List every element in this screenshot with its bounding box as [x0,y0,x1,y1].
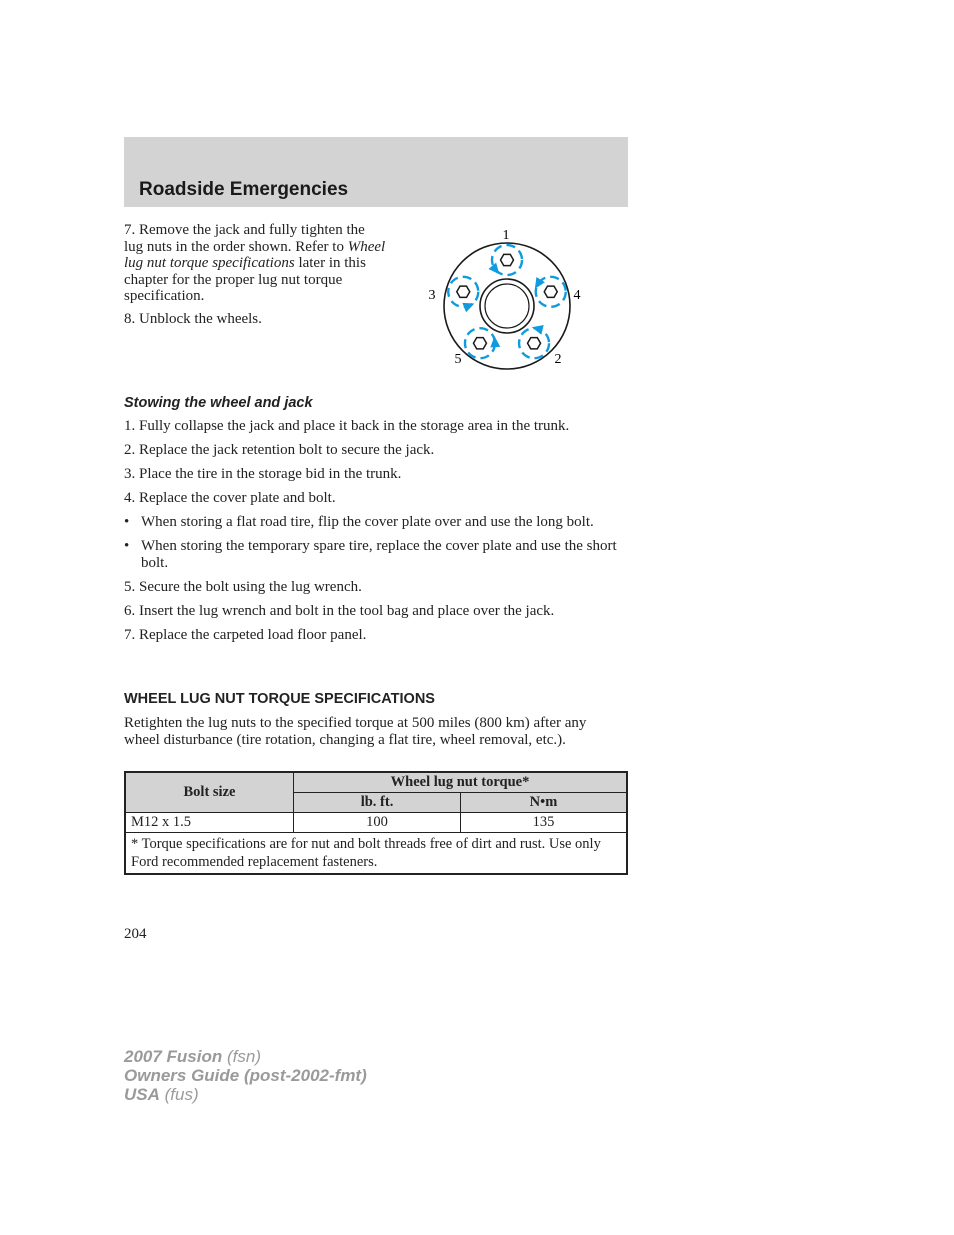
bullet-icon: • [124,514,130,530]
stow-step-6: 6. Insert the lug wrench and bolt in the tool bag and place over the jack. [124,602,555,619]
label-1: 1 [502,228,510,243]
table-note: * Torque specifications are for nut and bolt threads free of dirt and rust. Use only Ford recommended replacement fasteners. [125,833,627,875]
footer-line-2: Owners Guide (post-2002-fmt) [124,1066,367,1085]
intro-steps [124,222,386,333]
stowing-title: Stowing the wheel and jack [124,395,313,411]
col-nm: N•m [461,793,628,813]
torque-title: WHEEL LUG NUT TORQUE SPECIFICATIONS [124,691,435,707]
bullet-icon: • [124,538,130,554]
bullet-item: • When storing a flat road tire, flip the cover plate over and use the long bolt. [124,514,594,530]
step-8: 8. Unblock the wheels. [124,310,262,327]
cell-nm: 135 [461,813,628,833]
hub-inner [485,284,529,328]
footer [124,1047,367,1104]
col-torque: Wheel lug nut torque* [294,772,628,793]
page-title: Roadside Emergencies [139,179,349,200]
col-lbft: lb. ft. [294,793,461,813]
hub-outer [480,279,534,333]
footer-line-3: USA (fus) [124,1085,199,1104]
lug-nut-icon [544,286,557,297]
torque-spec-reference: Wheel lug nut torque specifications [124,238,386,271]
lug-nut-icon [457,286,470,297]
lug-nut-icon [528,338,541,349]
label-2: 2 [554,352,562,367]
arrowhead-icon [490,336,500,347]
cell-lbft: 100 [294,813,461,833]
torque-table [124,771,628,875]
retighten-text: Retighten the lug nuts to the specified torque at 500 miles (800 km) after any wheel disturbance (tire rotation, changing a flat tire, wheel removal, etc.). [124,715,587,748]
stow-step-3: 3. Place the tire in the storage bid in the trunk. [124,466,402,482]
stowing-steps [124,418,630,651]
label-4: 4 [573,288,581,303]
arrowhead-icon [488,263,499,275]
arrowhead-icon [532,325,544,335]
step-7: 7. Remove the jack and fully tighten the lug nuts in the order shown. Refer to Wheel lug nut torque specifications later in this chapter for the proper lug nut torque specification. [124,222,386,304]
bullet-item: • When storing the temporary spare tire, replace the cover plate and use the short bolt. [124,538,617,571]
page-number: 204 [124,926,147,942]
lug-nut-icon [473,338,486,349]
stow-step-7: 7. Replace the carpeted load floor panel. [124,626,367,643]
header-band [124,137,628,207]
label-3: 3 [428,288,436,303]
stow-step-5: 5. Secure the bolt using the lug wrench. [124,578,362,595]
stow-step-1: 1. Fully collapse the jack and place it back in the storage area in the trunk. [124,418,570,434]
cell-bolt: M12 x 1.5 [125,813,294,833]
table-row [125,813,627,833]
lug-nut-icon [501,254,514,265]
stow-step-2: 2. Replace the jack retention bolt to secure the jack. [124,442,435,458]
label-5: 5 [454,352,462,367]
lug-nut-order-diagram [420,222,600,382]
stow-step-4: 4. Replace the cover plate and bolt. [124,490,336,506]
col-bolt-size: Bolt size [125,772,294,813]
footer-line-1: 2007 Fusion (fsn) [124,1047,261,1066]
